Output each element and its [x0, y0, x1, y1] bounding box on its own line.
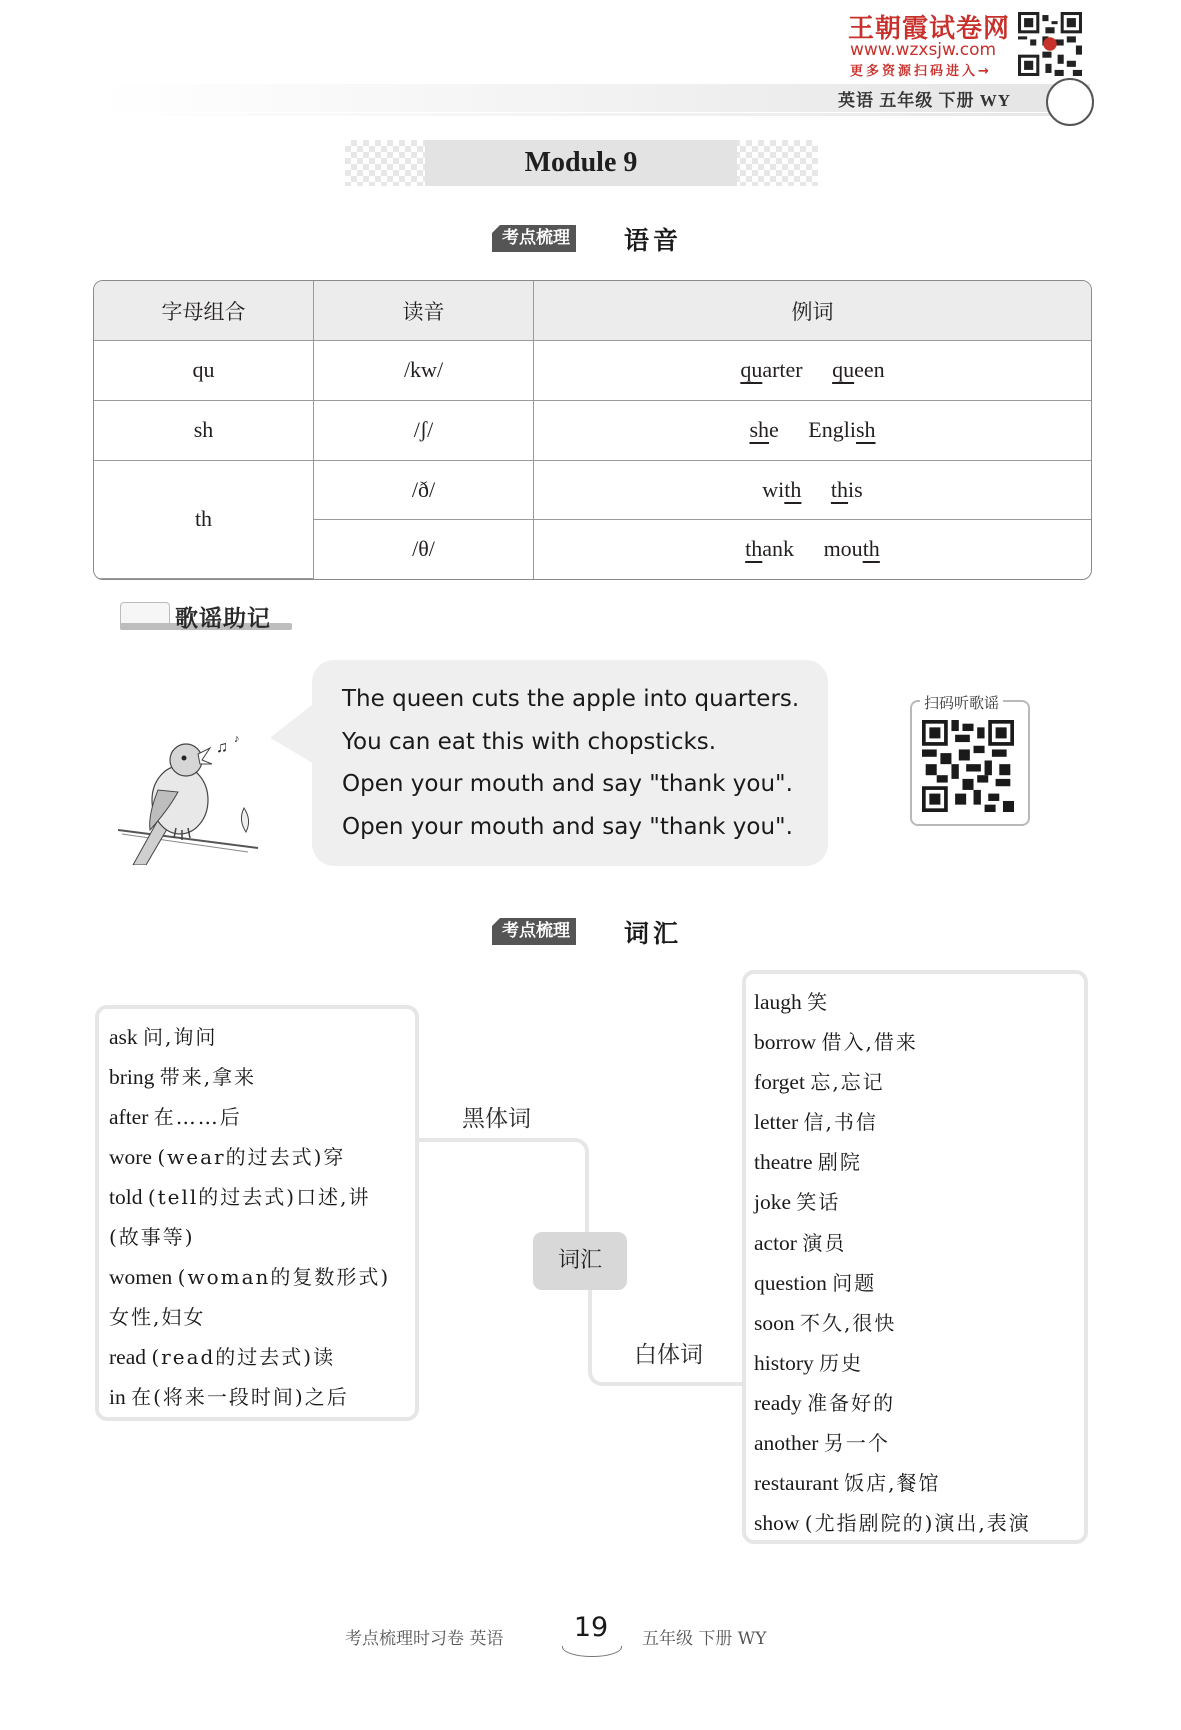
vocab-item	[109, 1097, 390, 1137]
section-title-vocab: 词汇	[624, 919, 683, 948]
brand-url[interactable]: www.wzxsjw.com	[850, 40, 997, 60]
vocab-english: actor	[754, 1230, 797, 1255]
vocab-english: question	[754, 1270, 827, 1295]
vocab-english: read	[109, 1345, 146, 1369]
vocab-chinese: 在(将来一段时间)之后	[131, 1385, 349, 1409]
vocab-english: another	[754, 1431, 819, 1456]
vocab-item	[109, 1337, 390, 1377]
vocab-item	[754, 1343, 1031, 1383]
vocab-item	[754, 1062, 1031, 1102]
vocab-item	[754, 1383, 1031, 1423]
bold-words-list	[109, 1017, 390, 1417]
vocab-english: letter	[754, 1110, 799, 1135]
plain-words-list	[754, 982, 1031, 1543]
vocab-chinese: 笑	[807, 990, 830, 1014]
svg-text:♫: ♫	[216, 739, 228, 756]
vocab-chinese: (wear的过去式)穿	[157, 1145, 346, 1169]
vocab-english: women	[109, 1265, 173, 1289]
vocab-english: wore	[109, 1145, 152, 1169]
vocab-english: told	[109, 1185, 143, 1209]
speech-bubble-tail	[270, 700, 318, 782]
vocab-chinese: (tell的过去式)口述,讲	[147, 1185, 371, 1209]
vocab-chinese: 信,书信	[803, 1110, 878, 1135]
vocab-chinese: 借入,借来	[821, 1030, 918, 1055]
brand-more-text: 更多资源扫码进入→	[850, 64, 992, 79]
chant-line: You can eat this with chopsticks.	[342, 728, 717, 755]
column-header: 读音	[314, 281, 534, 341]
example-word: mouth	[823, 536, 880, 562]
section-title-phonics: 语音	[624, 226, 683, 255]
banner-pattern-right	[728, 140, 818, 186]
vocab-english: theatre	[754, 1150, 813, 1175]
brand-seal-icon	[1046, 78, 1094, 126]
table-header-row	[94, 281, 1091, 341]
example-word: thank	[745, 536, 795, 562]
banner-pattern-left	[345, 140, 435, 186]
phonics-table	[93, 280, 1092, 580]
ipa-cell: /ð/	[314, 460, 534, 520]
vocab-item	[754, 1223, 1031, 1263]
chant-lines	[342, 678, 799, 848]
vocab-item	[109, 1297, 390, 1337]
vocab-english: forget	[754, 1070, 805, 1095]
ipa-cell: /ʃ/	[314, 400, 534, 460]
example-word: this	[830, 476, 863, 502]
vocab-item	[109, 1017, 390, 1057]
vocab-english: restaurant	[754, 1471, 839, 1496]
letter-combo-cell: sh	[94, 400, 314, 460]
header-divider	[100, 113, 1090, 116]
module-title: Module 9	[425, 140, 737, 186]
chant-line: The queen cuts the apple into quarters.	[342, 686, 800, 712]
vocab-item	[109, 1217, 390, 1257]
vocab-english: soon	[754, 1310, 795, 1335]
vocab-english: borrow	[754, 1030, 817, 1055]
page-number: 19	[573, 1612, 609, 1643]
vocab-item	[754, 982, 1031, 1022]
ipa-cell: /kw/	[314, 341, 534, 401]
ipa-cell: /θ/	[314, 520, 534, 579]
examples-cell	[534, 400, 1092, 460]
examples-cell	[534, 460, 1092, 520]
vocab-english: after	[109, 1105, 149, 1129]
vocab-english: ready	[754, 1390, 802, 1415]
column-header: 字母组合	[94, 281, 314, 341]
vocab-chinese: 笑话	[796, 1190, 841, 1215]
mindmap-center-node: 词汇	[533, 1232, 627, 1290]
letter-combo-cell: th	[94, 460, 314, 579]
chant-line: Open your mouth and say "thank you".	[342, 771, 793, 797]
examples-cell	[534, 520, 1092, 579]
page-number-book-icon	[562, 1646, 622, 1657]
plain-words-box	[742, 970, 1088, 1544]
vocab-chinese: 历史	[819, 1350, 864, 1375]
vocab-chinese: 另一个	[823, 1431, 890, 1456]
vocab-item	[754, 1142, 1031, 1182]
table-row	[94, 460, 1091, 520]
book-info: 英语 五年级 下册 WY	[838, 91, 1012, 110]
section-label-phonics: 考点梳理	[492, 225, 576, 252]
chant-line: Open your mouth and say "thank you".	[342, 813, 793, 840]
vocab-item	[109, 1377, 390, 1417]
vocab-english: joke	[754, 1190, 792, 1215]
vocab-english: laugh	[754, 990, 802, 1014]
table-row	[94, 341, 1091, 401]
examples-cell	[534, 341, 1092, 401]
vocab-english: bring	[109, 1065, 155, 1089]
vocab-item	[754, 1263, 1031, 1303]
vocab-chinese: 在……后	[153, 1105, 242, 1129]
vocab-item	[754, 1423, 1031, 1463]
column-header: 例词	[534, 281, 1092, 341]
chant-section-label	[120, 600, 290, 630]
brand-logo-title: 王朝霞试卷网	[848, 14, 1011, 44]
vocab-chinese: 剧院	[817, 1150, 862, 1175]
connector-bold-words	[415, 1138, 589, 1238]
table-row	[94, 400, 1091, 460]
vocab-english: history	[754, 1350, 814, 1375]
vocab-item	[754, 1463, 1031, 1503]
footer-left: 考点梳理时习卷 英语	[345, 1629, 504, 1649]
example-word: with	[762, 476, 802, 502]
vocab-english: ask	[109, 1025, 138, 1049]
header-qr-code-icon[interactable]	[1018, 12, 1082, 76]
svg-text:♪: ♪	[234, 733, 240, 745]
vocab-chinese: 女性,妇女	[109, 1305, 206, 1329]
chant-qr-code-icon[interactable]	[922, 720, 1014, 812]
example-word: English	[808, 417, 876, 443]
vocab-item	[754, 1102, 1031, 1142]
vocab-item	[754, 1022, 1031, 1062]
vocab-chinese: 不久,很快	[800, 1310, 897, 1335]
vocab-chinese: 忘,忘记	[810, 1070, 885, 1095]
vocab-item	[754, 1503, 1031, 1543]
example-word: queen	[832, 357, 885, 383]
vocab-chinese: 问题	[832, 1270, 877, 1295]
vocab-item	[109, 1057, 390, 1097]
vocab-english: show	[754, 1511, 800, 1536]
vocab-chinese: (woman的复数形式)	[177, 1265, 391, 1289]
vocab-chinese: (尤指剧院的)演出,表演	[804, 1511, 1031, 1536]
branch-label-plain-words: 白体词	[634, 1342, 703, 1368]
vocab-chinese: 饭店,餐馆	[844, 1471, 941, 1496]
bold-words-box	[95, 1005, 419, 1421]
vocab-chinese: 带来,拿来	[159, 1065, 257, 1089]
vocab-item	[109, 1177, 390, 1217]
vocab-chinese: (read的过去式)读	[151, 1345, 336, 1369]
section-label-vocab: 考点梳理	[492, 918, 576, 945]
vocab-chinese: 演员	[802, 1230, 847, 1255]
vocab-chinese: (故事等)	[109, 1225, 195, 1249]
vocab-item	[109, 1257, 390, 1297]
example-word: quarter	[740, 357, 803, 383]
vocab-chinese: 准备好的	[807, 1390, 896, 1415]
branch-label-bold-words: 黑体词	[462, 1106, 531, 1132]
letter-combo-cell: qu	[94, 341, 314, 401]
example-word: she	[749, 417, 779, 443]
footer-right: 五年级 下册 WY	[642, 1629, 767, 1649]
vocab-english: in	[109, 1385, 126, 1409]
vocab-item	[109, 1137, 390, 1177]
vocab-item	[754, 1182, 1031, 1222]
chant-qr-label: 扫码听歌谣	[920, 692, 1003, 713]
vocab-item	[754, 1303, 1031, 1343]
vocab-chinese: 问,询问	[143, 1025, 218, 1049]
singing-bird-icon	[118, 720, 268, 865]
chant-label-text: 歌谣助记	[175, 606, 271, 632]
